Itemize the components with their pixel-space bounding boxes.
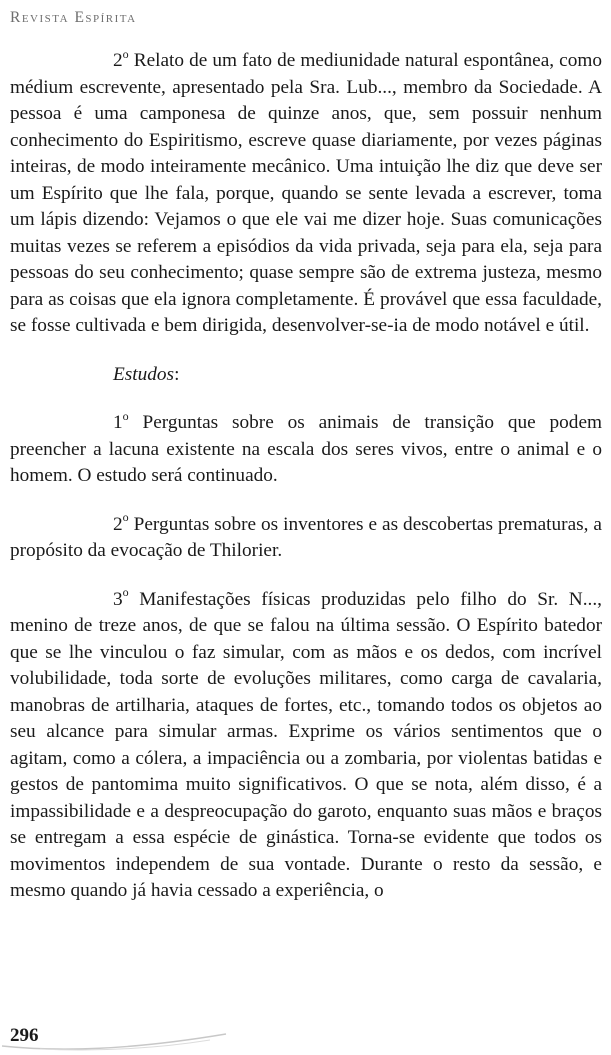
ordinal-mark: o — [122, 510, 129, 525]
paragraph-physical-manifestations — [10, 587, 602, 905]
paragraph-text: Manifestações físicas produzidas pelo filho do Sr. N..., menino de treze anos, de que se falou na última sessão. O Espírito batedor que se lhe vinculou o faz simular, com as mãos e os dedos, com incrível volubilidade, toda sorte de evoluções militares, como carga de cavalaria, manobras de artilharia, ataques de fortes, etc., tomando todos os objetos ao seu alcance para simular armas. Exprime os vários sentimentos que o agitam, como a cólera, a impaciência ou a zombaria, por violentas batidas e gestos de pantomima muito significativos. O que se nota, além disso, é a impassibilidade e a despreocupação do garoto, enquanto suas mãos e braços se entregam a essa espécie de ginástica. Torna-se evidente que todos os movimentos independem de sua vontade. Durante o resto da sessão, e mesmo quando já havia cessado a experiência, o — [10, 588, 602, 901]
heading-punct: : — [174, 363, 180, 385]
page-number: 296 — [10, 1025, 39, 1046]
article-body — [10, 48, 602, 905]
ordinal-mark: o — [122, 408, 129, 423]
paragraph-text: Perguntas sobre os animais de transição que podem preencher a lacuna existente na escala dos seres vivos, entre o animal e o homem. O estudo será continuado. — [10, 412, 602, 486]
ordinal-mark: o — [122, 585, 129, 600]
running-title: Revista Espírita — [10, 9, 137, 26]
paragraph-text: Relato de um fato de mediunidade natural espontânea, como médium escrevente, apresentado pela Sra. Lub..., membro da Sociedade. A pessoa é uma camponesa de quinze anos, que, sem possuir nenhum conhecimento do Espiritismo, escreve quase diariamente, por vezes páginas inteiras, de modo inteiramente mecânico. Uma intuição lhe diz que deve ser um Espírito que lhe fala, porque, quando se sente levada a escrever, toma um lápis dizendo: Vejamos o que ele vai me dizer hoje. Suas comunicações muitas vezes se referem a episódios da vida privada, seja para ela, seja para pessoas do seu conhecimento; quase sempre são de extrema justeza, mesmo para as coisas que ela ignora completamente. É provável que essa faculdade, se fosse cultivada e bem dirigida, desenvolver-se-ia de modo notável e útil. — [10, 50, 602, 336]
paragraph-text: Perguntas sobre os inventores e as descobertas prematuras, a propósito da evocação de Thilorier. — [10, 513, 602, 561]
ordinal-number: 1 — [113, 412, 123, 433]
paragraph-transition-animals — [10, 410, 602, 490]
heading-label: Estudos — [113, 363, 175, 385]
section-heading-studies — [10, 362, 602, 389]
ordinal-number: 3 — [113, 588, 123, 610]
ordinal-mark: o — [122, 46, 129, 61]
ordinal-number: 2 — [113, 513, 123, 535]
ordinal-number: 2 — [113, 50, 123, 71]
paragraph-inventors — [10, 512, 602, 565]
paragraph-spontaneous-mediumship — [10, 48, 602, 340]
